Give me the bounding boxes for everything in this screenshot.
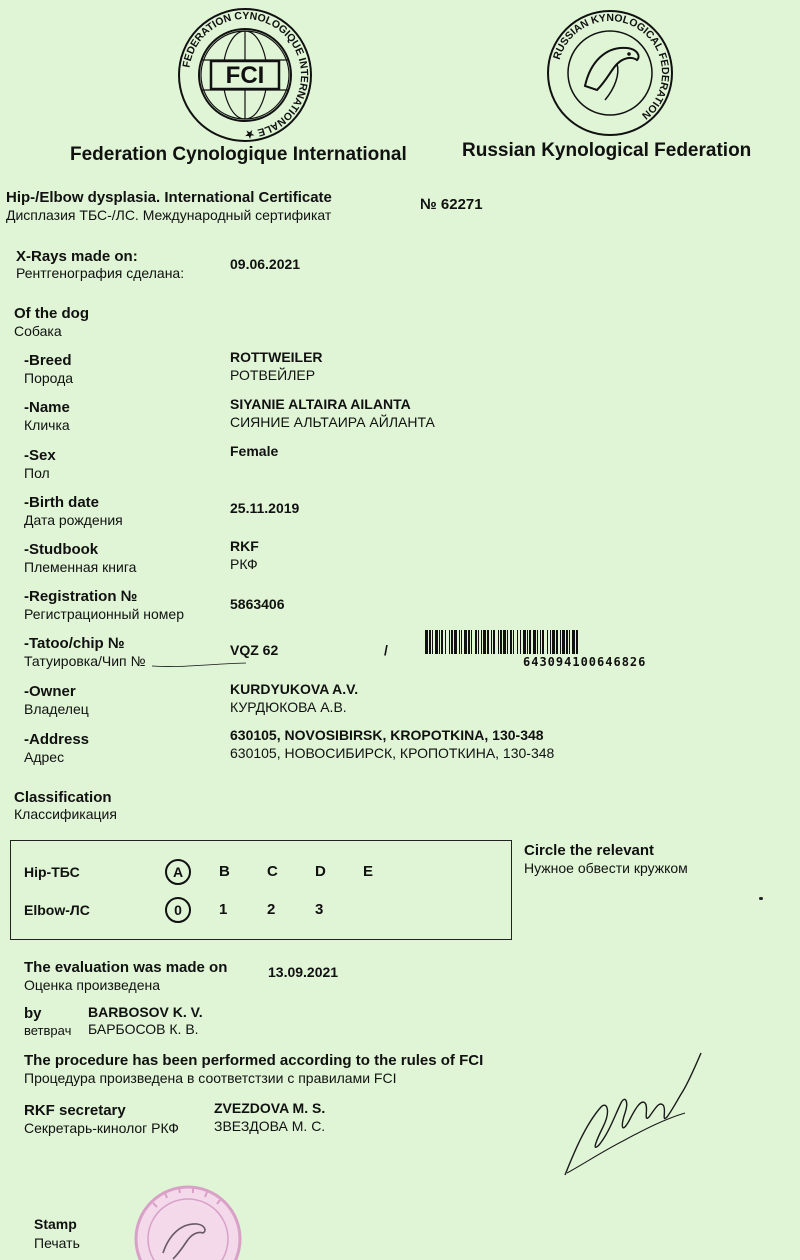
tattoo-value: VQZ 62	[230, 642, 279, 658]
barcode-bar	[569, 630, 570, 654]
name-label-ru: Кличка	[24, 417, 70, 433]
barcode-bar	[468, 630, 470, 654]
chip-number: 643094100646826	[523, 655, 647, 669]
barcode-bar	[503, 630, 506, 654]
owner-value: KURDYUKOVA A.V.	[230, 681, 359, 697]
xray-label-en: X-Rays made on:	[16, 248, 138, 265]
barcode-bar	[425, 630, 428, 654]
hip-grade-B: B	[219, 863, 230, 880]
barcode-bar	[556, 630, 558, 654]
registration-value: 5863406	[230, 596, 285, 612]
birth-label-ru: Дата рождения	[24, 512, 123, 528]
dog-heading-en: Of the dog	[14, 305, 89, 322]
stamp-label-en: Stamp	[34, 1216, 77, 1232]
tattoo-label-en: -Tatoo/chip №	[24, 635, 125, 652]
owner-label-ru: Владелец	[24, 701, 89, 717]
hip-grade-D: D	[315, 863, 326, 880]
studbook-label-en: -Studbook	[24, 541, 99, 558]
fci-logo	[175, 5, 315, 145]
registration-label-ru: Регистрационный номер	[24, 606, 184, 622]
tattoo-label-ru: Татуировка/Чип №	[24, 653, 146, 669]
barcode-bar	[542, 630, 544, 654]
breed-label-en: -Breed	[24, 352, 72, 369]
barcode-bar	[540, 630, 541, 654]
ink-dot	[759, 897, 763, 900]
owner-value-ru: КУРДЮКОВА А.В.	[230, 699, 347, 715]
barcode-bar	[566, 630, 568, 654]
barcode-bar	[441, 630, 443, 654]
breed-label-ru: Порода	[24, 370, 74, 386]
hip-grade-E: E	[363, 863, 374, 880]
name-label-en: -Name	[24, 399, 70, 416]
stamp-seal	[133, 1183, 243, 1260]
name-value: SIYANIE ALTAIRA AILANTA	[230, 396, 411, 412]
barcode-bar	[439, 630, 440, 654]
by-label-en: by	[24, 1005, 42, 1022]
dog-heading-ru: Собака	[14, 323, 62, 339]
barcode-bar	[529, 630, 531, 654]
address-value-ru: 630105, НОВОСИБИРСК, КРОПОТКИНА, 130-348	[230, 745, 555, 761]
xray-date: 09.06.2021	[230, 256, 301, 272]
barcode-bar	[550, 630, 551, 654]
evaluation-label-ru: Оценка произведена	[24, 977, 161, 993]
rkf-logo	[545, 8, 675, 138]
classification-box	[10, 840, 512, 940]
barcode-bar	[487, 630, 489, 654]
svg-text:RUSSIAN KYNOLOGICAL FEDERATION: RUSSIAN KYNOLOGICAL FEDERATION	[550, 11, 672, 122]
barcode-bar	[576, 630, 578, 654]
classification-heading-ru: Классификация	[14, 806, 117, 822]
birth-label-en: -Birth date	[24, 494, 99, 511]
address-label-en: -Address	[24, 731, 90, 748]
circle-note-ru: Нужное обвести кружком	[524, 860, 688, 876]
barcode-bar	[429, 630, 431, 654]
birth-value: 25.11.2019	[230, 500, 300, 516]
barcode-bar	[562, 630, 565, 654]
fci-name: Federation Cynologique International	[70, 144, 407, 165]
barcode-bar	[445, 630, 446, 654]
certificate-number: № 62271	[420, 196, 483, 213]
barcode-bar	[523, 630, 526, 654]
fci-logo-text: FCI	[225, 62, 265, 89]
barcode-bar	[527, 630, 528, 654]
elbow-label: Elbow-ЛС	[24, 902, 90, 918]
xray-label-ru: Рентгенография сделана:	[16, 265, 185, 281]
barcode-bar	[520, 630, 521, 654]
address-label-ru: Адрес	[24, 749, 65, 765]
by-label-ru: ветврач	[24, 1023, 72, 1038]
secretary-name: ZVEZDOVA M. S.	[214, 1100, 326, 1116]
registration-label-en: -Registration №	[24, 588, 138, 605]
secretary-name-ru: ЗВЕЗДОВА М. С.	[214, 1118, 326, 1134]
vet-name-ru: БАРБОСОВ К. В.	[88, 1021, 199, 1037]
certificate-title-ru: Дисплазия ТБС-/ЛС. Международный сертификат	[6, 207, 332, 223]
classification-heading-en: Classification	[14, 789, 112, 806]
barcode-bar	[510, 630, 512, 654]
barcode-bar	[552, 630, 555, 654]
barcode-bar	[451, 630, 453, 654]
evaluation-date: 13.09.2021	[268, 964, 339, 980]
barcode-bar	[483, 630, 486, 654]
hip-grade-A: A	[165, 859, 191, 885]
barcode-bar	[491, 630, 492, 654]
studbook-value: RKF	[230, 538, 259, 554]
barcode-bar	[459, 630, 460, 654]
sex-label-en: -Sex	[24, 447, 56, 464]
procedure-en: The procedure has been performed according to the rules of FCI	[24, 1052, 484, 1069]
barcode-bar	[572, 630, 575, 654]
barcode-bar	[481, 630, 482, 654]
procedure-ru: Процедура произведена в соответстзии с правилами FCI	[24, 1070, 397, 1086]
barcode-bar	[537, 630, 538, 654]
barcode-bar	[500, 630, 502, 654]
owner-label-en: -Owner	[24, 683, 76, 700]
chip-barcode	[425, 630, 790, 654]
sex-value: Female	[230, 443, 279, 459]
studbook-label-ru: Племенная книга	[24, 559, 137, 575]
elbow-grade-3: 3	[315, 901, 324, 918]
barcode-bar	[435, 630, 438, 654]
barcode-bar	[507, 630, 508, 654]
barcode-bar	[464, 630, 467, 654]
barcode-bar	[475, 630, 477, 654]
barcode-bar	[471, 630, 472, 654]
address-value: 630105, NOVOSIBIRSK, KROPOTKINA, 130-348	[230, 727, 544, 743]
circle-note-en: Circle the relevant	[524, 842, 655, 859]
stamp-label-ru: Печать	[34, 1235, 80, 1251]
barcode-bar	[547, 630, 548, 654]
vet-name: BARBOSOV K. V.	[88, 1004, 203, 1020]
barcode-bar	[454, 630, 457, 654]
studbook-value-ru: РКФ	[230, 556, 258, 572]
secretary-label-en: RKF secretary	[24, 1102, 126, 1119]
svg-text:FEDERATION CYNOLOGIQUE INTERNA: FEDERATION CYNOLOGIQUE INTERNATIONALE ★	[180, 9, 311, 141]
secretary-label-ru: Секретарь-кинолог РКФ	[24, 1120, 179, 1136]
hip-grade-C: C	[267, 863, 278, 880]
tattoo-separator: /	[384, 642, 388, 658]
elbow-grade-0: 0	[165, 897, 191, 923]
evaluation-label-en: The evaluation was made on	[24, 959, 228, 976]
barcode-bar	[461, 630, 462, 654]
elbow-grade-1: 1	[219, 901, 228, 918]
barcode-bar	[432, 630, 433, 654]
barcode-bar	[517, 630, 518, 654]
tattoo-underline	[150, 660, 250, 670]
elbow-grade-2: 2	[267, 901, 276, 918]
rkf-name: Russian Kynological Federation	[462, 140, 752, 161]
breed-value-ru: РОТВЕЙЛЕР	[230, 367, 316, 383]
breed-value: ROTTWEILER	[230, 349, 323, 365]
name-value-ru: СИЯНИЕ АЛЬТАИРА АЙЛАНТА	[230, 414, 435, 430]
barcode-bar	[498, 630, 499, 654]
sex-label-ru: Пол	[24, 465, 50, 481]
barcode-bar	[449, 630, 450, 654]
hip-label: Hip-ТБС	[24, 864, 80, 880]
barcode-bar	[513, 630, 514, 654]
barcode-bar	[560, 630, 561, 654]
certificate-title-en: Hip-/Elbow dysplasia. International Certificate	[6, 189, 332, 206]
signature	[555, 1045, 715, 1185]
barcode-bar	[493, 630, 495, 654]
barcode-bar	[478, 630, 479, 654]
barcode-bar	[533, 630, 536, 654]
